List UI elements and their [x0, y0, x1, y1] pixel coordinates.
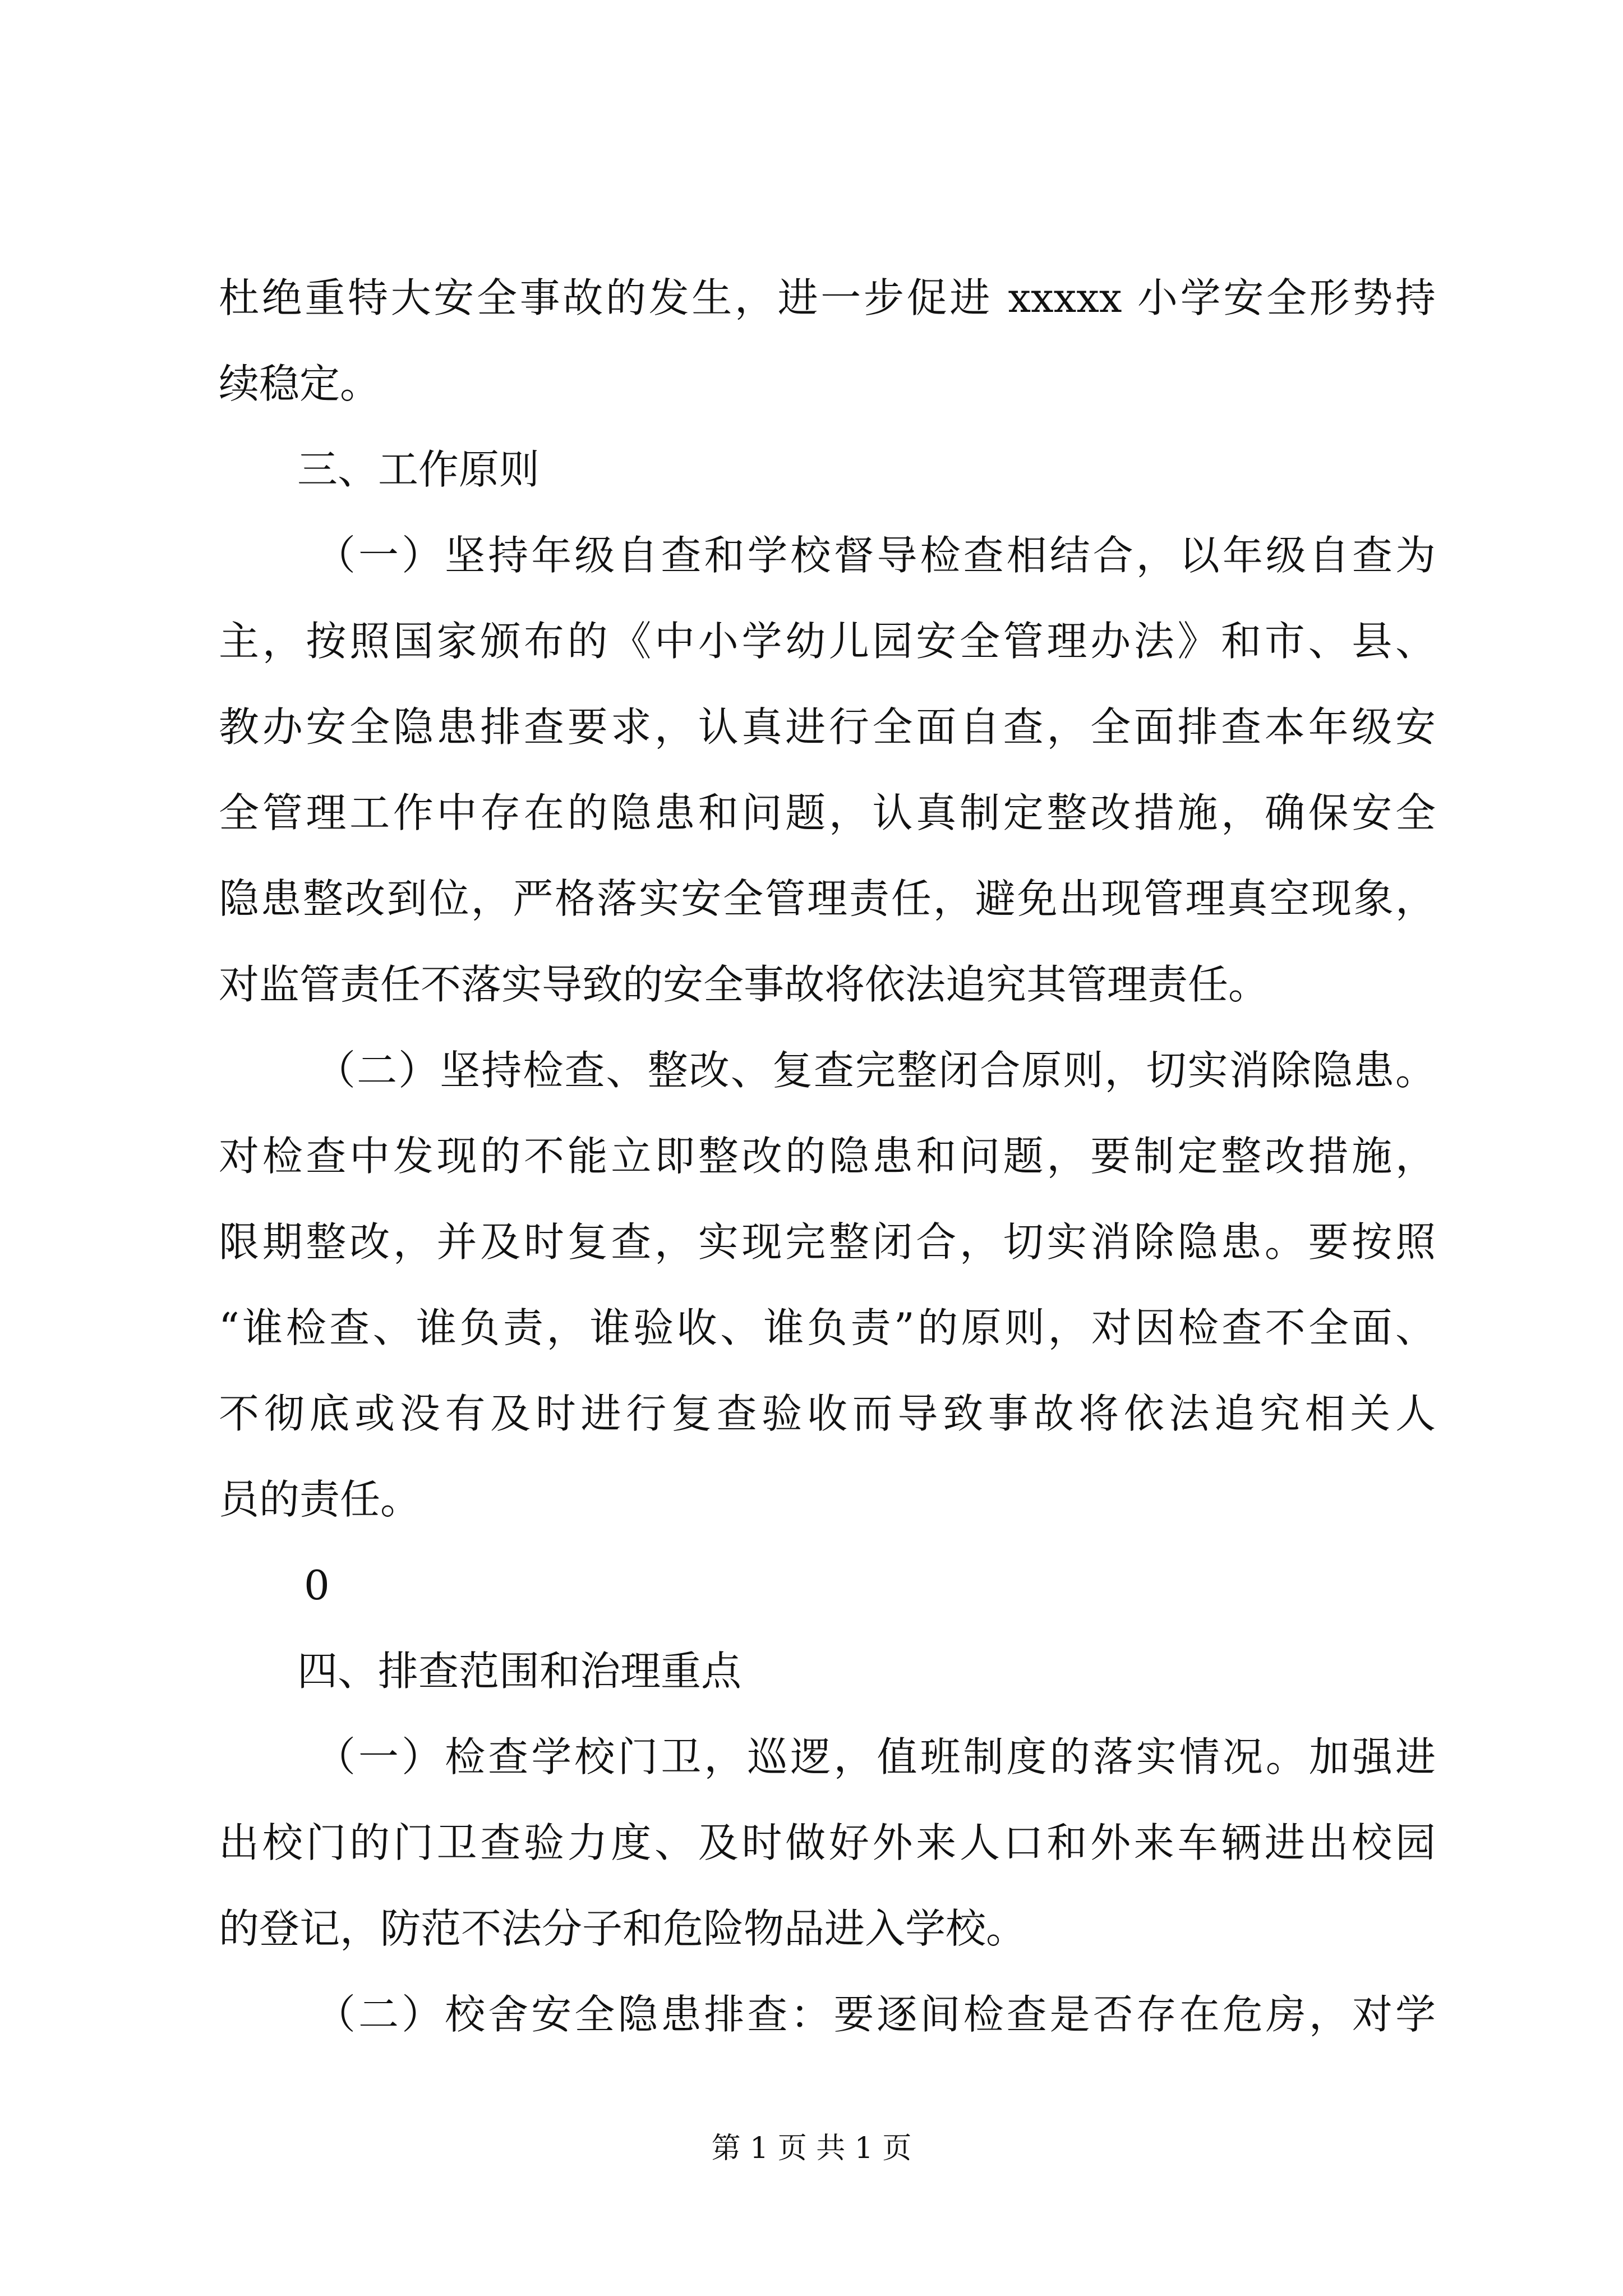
paragraph-line: （二）校舍安全隐患排查：要逐间检查是否存在危房，对学: [315, 1991, 1436, 2038]
paragraph-line: 全管理工作中存在的隐患和问题，认真制定整改措施，确保安全: [219, 789, 1436, 836]
paragraph-line: 限期整改，并及时复查，实现完整闭合，切实消除隐患。要按照: [219, 1218, 1436, 1266]
stray-number: 0: [304, 1562, 330, 1609]
document-body: [219, 255, 1436, 2058]
page-footer: 第 1 页 共 1 页: [711, 2132, 912, 2165]
paragraph-line: （二）坚持检查、整改、复查完整闭合原则，切实消除隐患。: [315, 1047, 1436, 1094]
paragraph-line: 主，按照国家颁布的《中小学幼儿园安全管理办法》和市、县、: [219, 618, 1436, 665]
paragraph-line: 员的责任。: [219, 1476, 421, 1523]
paragraph-line: 杜绝重特大安全事故的发生，进一步促进 xxxxx 小学安全形势持: [219, 274, 1436, 321]
section-heading: 四、排查范围和治理重点: [297, 1648, 742, 1695]
section-heading: 三、工作原则: [297, 446, 540, 493]
paragraph-line: 出校门的门卫查验力度、及时做好外来人口和外来车辆进出校园: [219, 1819, 1436, 1866]
paragraph-line: “谁检查、谁负责，谁验收、谁负责”的原则，对因检查不全面、: [219, 1304, 1436, 1351]
paragraph-line: 对监管责任不落实导致的安全事故将依法追究其管理责任。: [219, 961, 1269, 1008]
paragraph-line: （一）检查学校门卫，巡逻，值班制度的落实情况。加强进: [315, 1733, 1436, 1780]
paragraph-line: 不彻底或没有及时进行复查验收而导致事故将依法追究相关人: [219, 1390, 1436, 1437]
paragraph-line: （一）坚持年级自查和学校督导检查相结合，以年级自查为: [315, 532, 1436, 579]
paragraph-line: 的登记，防范不法分子和危险物品进入学校。: [219, 1905, 1027, 1952]
paragraph-line: 对检查中发现的不能立即整改的隐患和问题，要制定整改措施，: [219, 1133, 1436, 1180]
paragraph-line: 教办安全隐患排查要求，认真进行全面自查，全面排查本年级安: [219, 703, 1436, 751]
paragraph-line: 续稳定。: [219, 360, 381, 407]
paragraph-line: 隐患整改到位，严格落实安全管理责任，避免出现管理真空现象，: [219, 875, 1436, 922]
